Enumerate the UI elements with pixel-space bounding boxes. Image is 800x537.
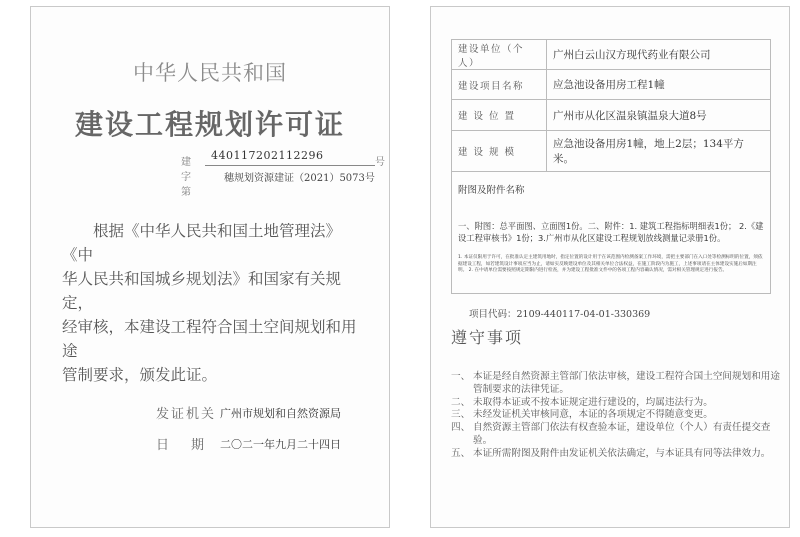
table-row xyxy=(452,100,771,131)
certificate-body xyxy=(62,219,362,387)
notice-item xyxy=(451,448,781,461)
notice-item xyxy=(451,409,781,422)
table-label: 建设单位（个人） xyxy=(452,40,547,70)
attachment-note: 1. 本证仅限用于许可，在批准认定主建筑用地时，指定位置的设计用于在该范围内检测备案工作环境，需把主要部门在入口处等检测标明的位置，须依据建设工程，如若建筑设计事项应当为止，请如实反映建设单位及其相关单位合法权益，在施工阶段内为施工，上述事项请在主体建设实施后如期注明。 2. 在中请单位需要按照规定期限内进行检查，并为建设工程批准文件中的各项工程内容确认情况，需对相关管理规定进行报告。 xyxy=(458,255,763,273)
certificate-left-page xyxy=(30,6,390,528)
body-line: 根据《中华人民共和国土地管理法》《中 xyxy=(62,222,342,264)
sub-number: 穗规划资源建证（2021）5073号 xyxy=(224,173,375,184)
notice-item xyxy=(451,371,781,397)
issuer-value: 广州市规划和自然资源局 xyxy=(220,407,341,420)
number-prefix: 建字第 xyxy=(181,157,191,198)
notice-title: 遵守事项 xyxy=(451,328,524,347)
certificate-right-page xyxy=(430,6,790,528)
table-label: 建 设 规 模 xyxy=(452,131,547,172)
table-row xyxy=(452,40,771,70)
notice-text: 未经发证机关审核同意，本证的各项规定不得随意变更。 xyxy=(473,409,713,421)
notice-list xyxy=(451,371,781,461)
notice-number: 三、 xyxy=(451,409,471,421)
notice-item xyxy=(451,422,781,448)
certificate-title: 建设工程规划许可证 xyxy=(74,108,345,141)
info-table xyxy=(451,39,771,294)
body-line: 管制要求，颁发此证。 xyxy=(62,366,218,384)
project-code: 项目代码：2109-440117-04-01-330369 xyxy=(469,309,651,320)
table-value: 应急池设备用房1幢，地上2层；134平方米。 xyxy=(547,131,771,172)
country-name: 中华人民共和国 xyxy=(133,61,287,85)
body-line: 经审核，本建设工程符合国土空间规划和用途 xyxy=(62,318,357,360)
notice-text: 未取得本证或不按本证规定进行建设的，均属违法行为。 xyxy=(473,396,713,408)
table-label: 建 设 位 置 xyxy=(452,100,547,131)
notice-number: 四、 xyxy=(451,422,471,434)
table-value: 应急池设备用房工程1幢 xyxy=(547,70,771,100)
attachment-cell xyxy=(452,172,771,294)
number-suffix: 号 xyxy=(375,157,385,168)
date-label: 日期 xyxy=(156,438,227,453)
notice-item xyxy=(451,397,781,410)
attachment-row xyxy=(452,172,771,294)
table-row xyxy=(452,70,771,100)
table-value: 广州市从化区温泉镇温泉大道8号 xyxy=(547,100,771,131)
notice-number: 一、 xyxy=(451,371,471,382)
notice-text: 本证是经自然资源主管部门依法审核，建设工程符合国土空间规划和用途管制要求的法律凭证。 xyxy=(473,371,780,395)
body-line: 华人民共和国城乡规划法》和国家有关规定， xyxy=(62,270,342,312)
table-value: 广州白云山汉方现代药业有限公司 xyxy=(547,40,771,70)
attachment-label: 附图及附件名称 xyxy=(458,185,525,196)
notice-text: 自然资源主管部门依法有权查验本证，建设单位（个人）有责任提交查验。 xyxy=(473,422,771,446)
date-value: 二〇二一年九月二十四日 xyxy=(220,438,341,451)
number-value: 440117202112296 xyxy=(211,149,324,162)
notice-text: 本证所需附图及附件由发证机关依法确定，与本证具有同等法律效力。 xyxy=(473,447,771,459)
notice-number: 二、 xyxy=(451,396,471,408)
attachment-main: 一、附图：总平面图、立面图1份。二、附件：1. 建筑工程指标明细表1份； 2.《建设工程审核书》1份；3.广州市从化区建设工程规划放线测量记录册1份。 xyxy=(458,221,764,243)
table-row xyxy=(452,131,771,172)
table-label: 建设项目名称 xyxy=(452,70,547,100)
issuer-label: 发证机关 xyxy=(156,407,217,422)
notice-number: 五、 xyxy=(451,447,471,459)
number-underline xyxy=(205,165,375,166)
